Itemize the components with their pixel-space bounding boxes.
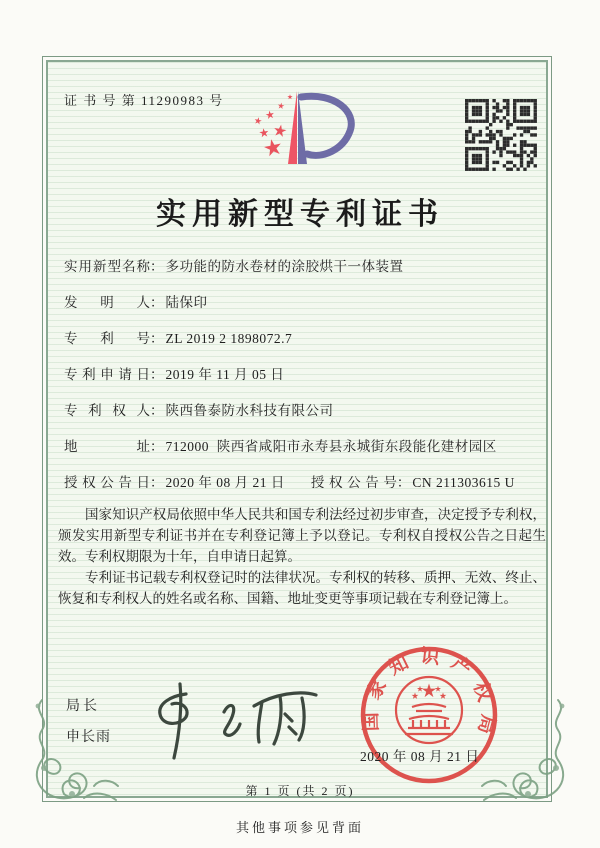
field-value: 陆保印: [165, 295, 208, 310]
field-patent-number: 专利号： ZL 2019 2 1898072.7: [64, 331, 293, 346]
field-grant-date-and-number: 授权公告日： 2020 年 08 月 21 日 授权公告号： CN 211303615 U: [64, 475, 515, 490]
certificate-number: 证 书 号 第 11290983 号: [64, 93, 224, 108]
national-emblem: [396, 677, 462, 743]
field-inventor: 发明人： 陆保印: [64, 295, 208, 310]
star-icon: [277, 102, 284, 109]
legal-paragraph: 专利证书记载专利权登记时的法律状况。专利权的转移、质押、无效、终止、恢复和专利权人的姓名或名称、国籍、地址变更等事项记载在专利登记簿上。: [58, 570, 546, 606]
logo-p-swoosh: [301, 96, 351, 155]
star-icon: [259, 128, 269, 138]
legal-paragraph: 国家知识产权局依照中华人民共和国专利法经过初步审查，决定授予专利权，颁发实用新型专利证书并在专利登记簿上予以登记。专利权自授权公告之日起生效。专利权期限为十年，自申请日起算。: [58, 507, 546, 564]
signatory-title: 局长: [66, 699, 100, 714]
back-side-note: 其他事项参见背面: [235, 820, 364, 835]
star-icon: [265, 110, 275, 119]
field-value: 2020 年 08 月 21 日: [165, 475, 285, 490]
field-address: 地址： 712000 陕西省咸阳市永寿县永城街东段能化建材园区: [64, 439, 497, 454]
field-label: 授权公告日: [64, 475, 150, 490]
director-signature-handwriting: [128, 672, 333, 768]
field-label: 专利号: [64, 331, 150, 346]
field-value: CN 211303615 U: [412, 475, 515, 490]
field-value: 多功能的防水卷材的涂胶烘干一体装置: [165, 259, 404, 274]
star-icon: [254, 117, 262, 125]
field-value: 陕西鲁泰防水科技有限公司: [165, 403, 334, 418]
seal-date: 2020 年 08 月 21 日: [360, 749, 480, 764]
certificate-title: 实用新型专利证书: [156, 198, 444, 231]
qr-code: [465, 99, 537, 171]
field-label: 专利申请日: [64, 367, 150, 382]
field-patentee: 专利权人： 陕西鲁泰防水科技有限公司: [64, 403, 334, 418]
field-grant-number: 授权公告号： CN 211303615 U: [310, 475, 515, 490]
corner-flourish-ornament: [24, 694, 138, 808]
field-label: 地址: [64, 439, 150, 454]
field-label: 授权公告号: [310, 475, 397, 490]
star-icon: [287, 94, 292, 99]
field-label: 专利权人: [64, 403, 150, 418]
logo-stars: [254, 94, 293, 157]
legal-text: [58, 504, 546, 609]
certificate-fields: [64, 258, 550, 510]
field-label: 实用新型名称: [64, 259, 150, 274]
field-filing-date: 专利申请日： 2019 年 11 月 05 日: [64, 367, 285, 382]
field-utility-model-name: 实用新型名称： 多功能的防水卷材的涂胶烘干一体装置: [64, 259, 404, 274]
star-icon: [273, 124, 287, 138]
field-label: 发明人: [64, 295, 150, 310]
star-icon: [263, 137, 283, 156]
seal-org-text: 国家知识产权局: [360, 645, 499, 747]
field-value: 2019 年 11 月 05 日: [165, 367, 285, 382]
cnipa-logo: [233, 84, 367, 176]
field-value: 712000 陕西省咸阳市永寿县永城街东段能化建材园区: [165, 439, 497, 454]
field-value: ZL 2019 2 1898072.7: [165, 331, 293, 346]
page-indicator: 第 1 页 (共 2 页): [245, 784, 355, 798]
signatory-name: 申长雨: [66, 730, 111, 745]
